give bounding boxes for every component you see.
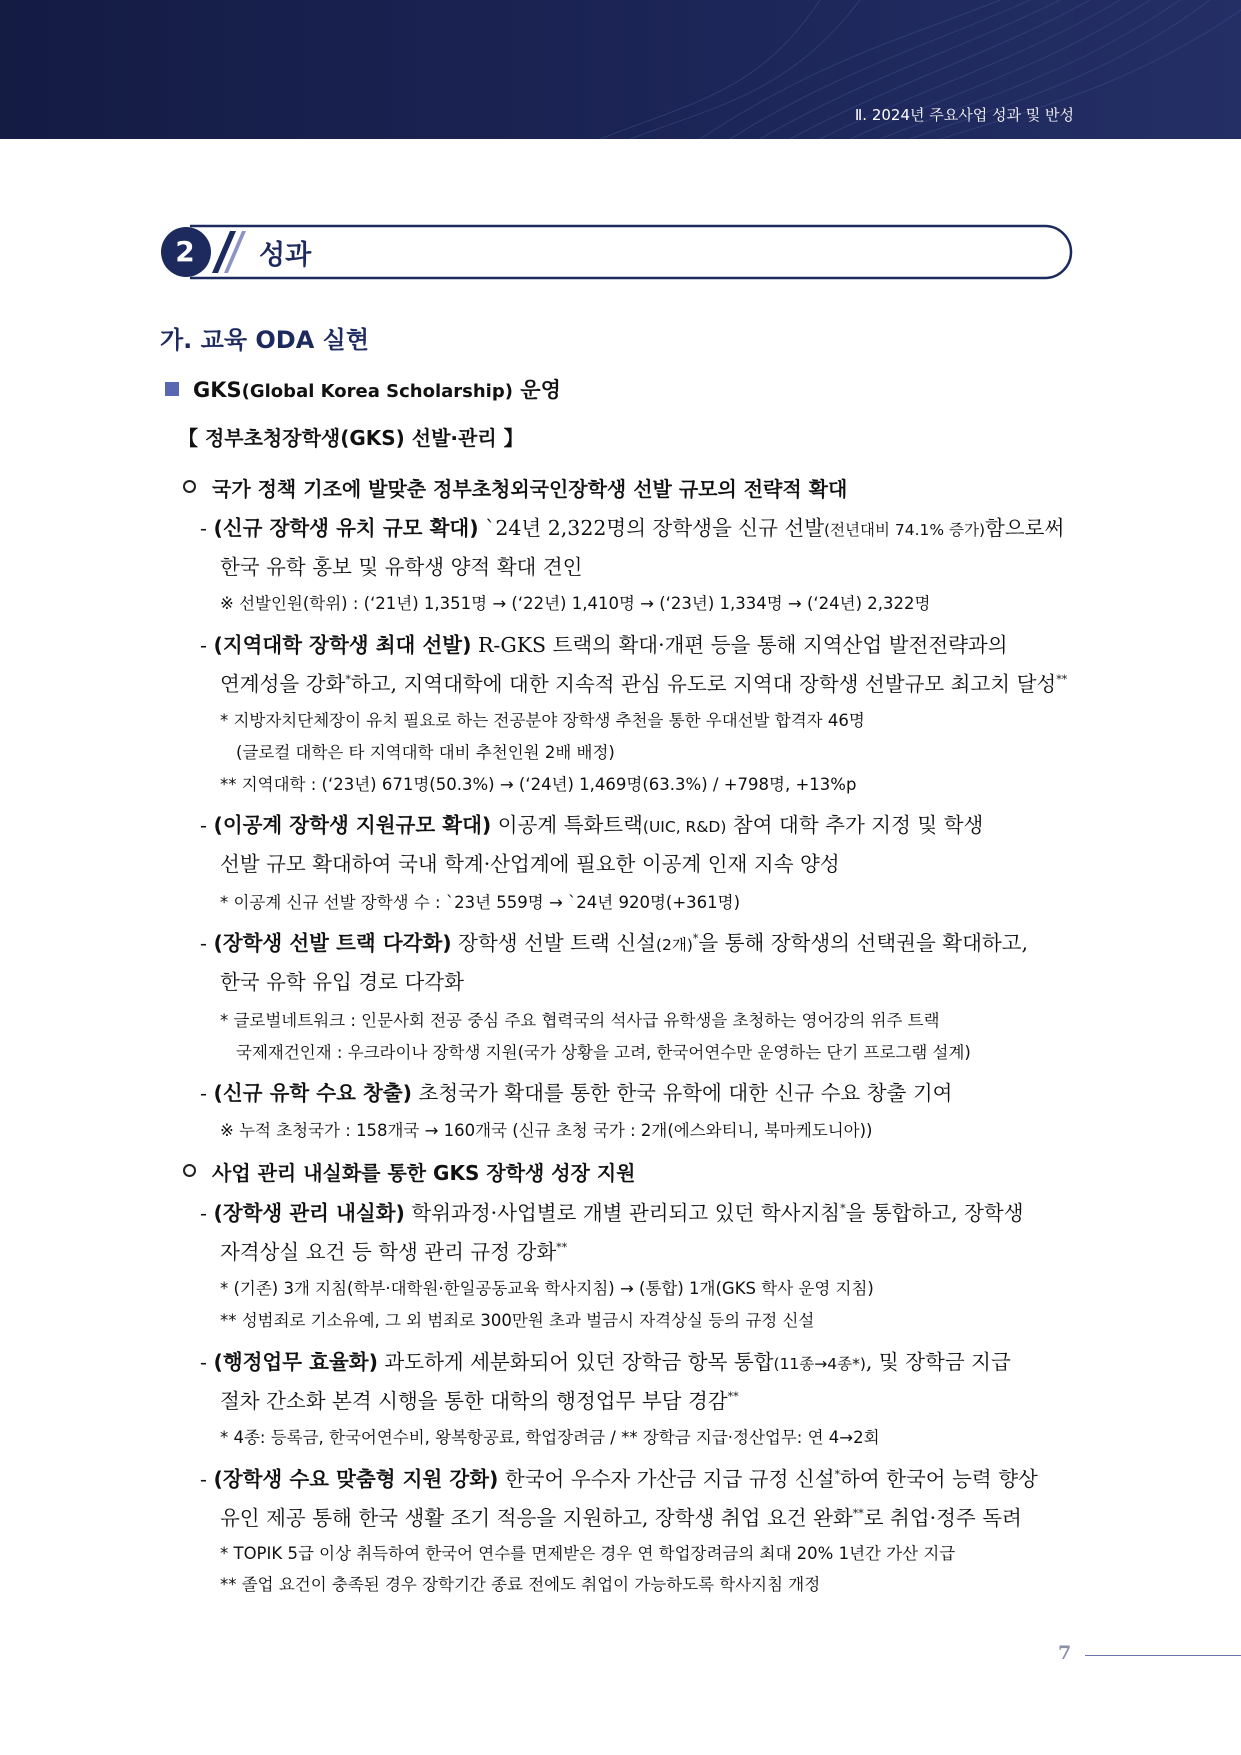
item-7-line-1: - (행정업무 효율화) 과도하게 세분화되어 있던 장학금 항목 통합(11종→4종*), 및 장학금 지급	[200, 1350, 1011, 1374]
heading-level-2: GKS(Global Korea Scholarship) 운영	[165, 374, 561, 404]
item-6-line-2: 자격상실 요건 등 학생 관리 규정 강화**	[220, 1240, 568, 1264]
circle-bullet-icon	[183, 1164, 196, 1177]
item-8-line-1: - (장학생 수요 맞춤형 지원 강화) 한국어 우수자 가산금 지급 규정 신설*하여 한국어 능력 향상	[200, 1467, 1038, 1491]
item-3-line-2: 선발 규모 확대하여 국내 학계·산업계에 필요한 이공계 인재 지속 양성	[220, 852, 840, 876]
note-2b: (글로컬 대학은 타 지역대학 대비 추천인원 2배 배정)	[236, 743, 615, 762]
note-8b: ** 졸업 요건이 충족된 경우 장학기간 종료 전에도 취업이 가능하도록 학사지침 개정	[220, 1575, 821, 1594]
bullet-point-2: 사업 관리 내실화를 통한 GKS 장학생 성장 지원	[183, 1157, 636, 1186]
item-6-line-1: - (장학생 관리 내실화) 학위과정·사업별로 개별 관리되고 있던 학사지침*을 통합하고, 장학생	[200, 1201, 1024, 1225]
heading-level-1: 가. 교육 ODA 실현	[160, 326, 370, 354]
section-banner	[160, 223, 1075, 281]
note-1: ※ 선발인원(학위) : (‘21년) 1,351명 → (‘22년) 1,410명 → (‘23년) 1,334명 → (‘24년) 2,322명	[220, 594, 931, 613]
note-6b: ** 성범죄로 기소유예, 그 외 범죄로 300만원 초과 벌금시 자격상실 등의 규정 신설	[220, 1311, 815, 1330]
item-2-line-2: 연계성을 강화*하고, 지역대학에 대한 지속적 관심 유도로 지역대 장학생 선발규모 최고치 달성**	[220, 672, 1068, 696]
item-1-line-1: - (신규 장학생 유치 규모 확대) `24년 2,322명의 장학생을 신규 선발(전년대비 74.1% 증가)함으로써	[200, 516, 1065, 540]
note-2a: * 지방자치단체장이 유치 필요로 하는 전공분야 장학생 추천을 통한 우대선발 합격자 46명	[220, 711, 865, 730]
item-3-line-1: - (이공계 장학생 지원규모 확대) 이공계 특화트랙(UIC, R&D) 참여 대학 추가 지정 및 학생	[200, 813, 984, 837]
item-8-line-2: 유인 제공 통해 한국 생활 조기 적응을 지원하고, 장학생 취업 요건 완화**로 취업·정주 독려	[220, 1506, 1022, 1530]
note-3: * 이공계 신규 선발 장학생 수 : `23년 559명 → `24년 920명(+361명)	[220, 893, 741, 912]
heading-level-3: 【 정부초청장학생(GKS) 선발·관리 】	[178, 426, 524, 450]
note-6a: * (기존) 3개 지침(학부·대학원·한일공동교육 학사지침) → (통합) 1개(GKS 학사 운영 지침)	[220, 1279, 874, 1298]
note-4a: * 글로벌네트워크 : 인문사회 전공 중심 주요 협력국의 석사급 유학생을 초청하는 영어강의 위주 트랙	[220, 1011, 940, 1030]
section-number: 2	[175, 235, 195, 268]
item-4-line-2: 한국 유학 유입 경로 다각화	[220, 970, 464, 994]
square-bullet-icon	[165, 382, 179, 396]
item-5-line-1: - (신규 유학 수요 창출) 초청국가 확대를 통한 한국 유학에 대한 신규 수요 창출 기여	[200, 1081, 953, 1105]
footer-rule	[1085, 1655, 1241, 1656]
bullet-point-1: 국가 정책 기조에 발맞춘 정부초청외국인장학생 선발 규모의 전략적 확대	[183, 473, 847, 502]
note-2c: ** 지역대학 : (‘23년) 671명(50.3%) → (‘24년) 1,469명(63.3%) / +798명, +13%p	[220, 775, 857, 794]
item-1-line-2: 한국 유학 홍보 및 유학생 양적 확대 견인	[220, 555, 583, 579]
item-2-line-1: - (지역대학 장학생 최대 선발) R-GKS 트랙의 확대·개편 등을 통해 지역산업 발전전략과의	[200, 633, 1008, 657]
note-4b: 국제재건인재 : 우크라이나 장학생 지원(국가 상황을 고려, 한국어연수만 운영하는 단기 프로그램 설계)	[236, 1043, 971, 1062]
running-title: Ⅱ. 2024년 주요사업 성과 및 반성	[854, 106, 1074, 124]
page-header-banner	[0, 0, 1241, 139]
section-title: 성과	[259, 240, 312, 271]
note-5: ※ 누적 초청국가 : 158개국 → 160개국 (신규 초청 국가 : 2개(에스와티니, 북마케도니아))	[220, 1121, 873, 1140]
note-8a: * TOPIK 5급 이상 취득하여 한국어 연수를 면제받은 경우 연 학업장려금의 최대 20% 1년간 가산 지급	[220, 1544, 956, 1563]
item-4-line-1: - (장학생 선발 트랙 다각화) 장학생 선발 트랙 신설(2개)*을 통해 장학생의 선택권을 확대하고,	[200, 931, 1029, 955]
note-7: * 4종: 등록금, 한국어연수비, 왕복항공료, 학업장려금 / ** 장학금 지급·정산업무: 연 4→2회	[220, 1428, 880, 1447]
circle-bullet-icon	[183, 480, 196, 493]
item-7-line-2: 절차 간소화 본격 시행을 통한 대학의 행정업무 부담 경감**	[220, 1389, 739, 1413]
page-number: 7	[1058, 1642, 1072, 1664]
